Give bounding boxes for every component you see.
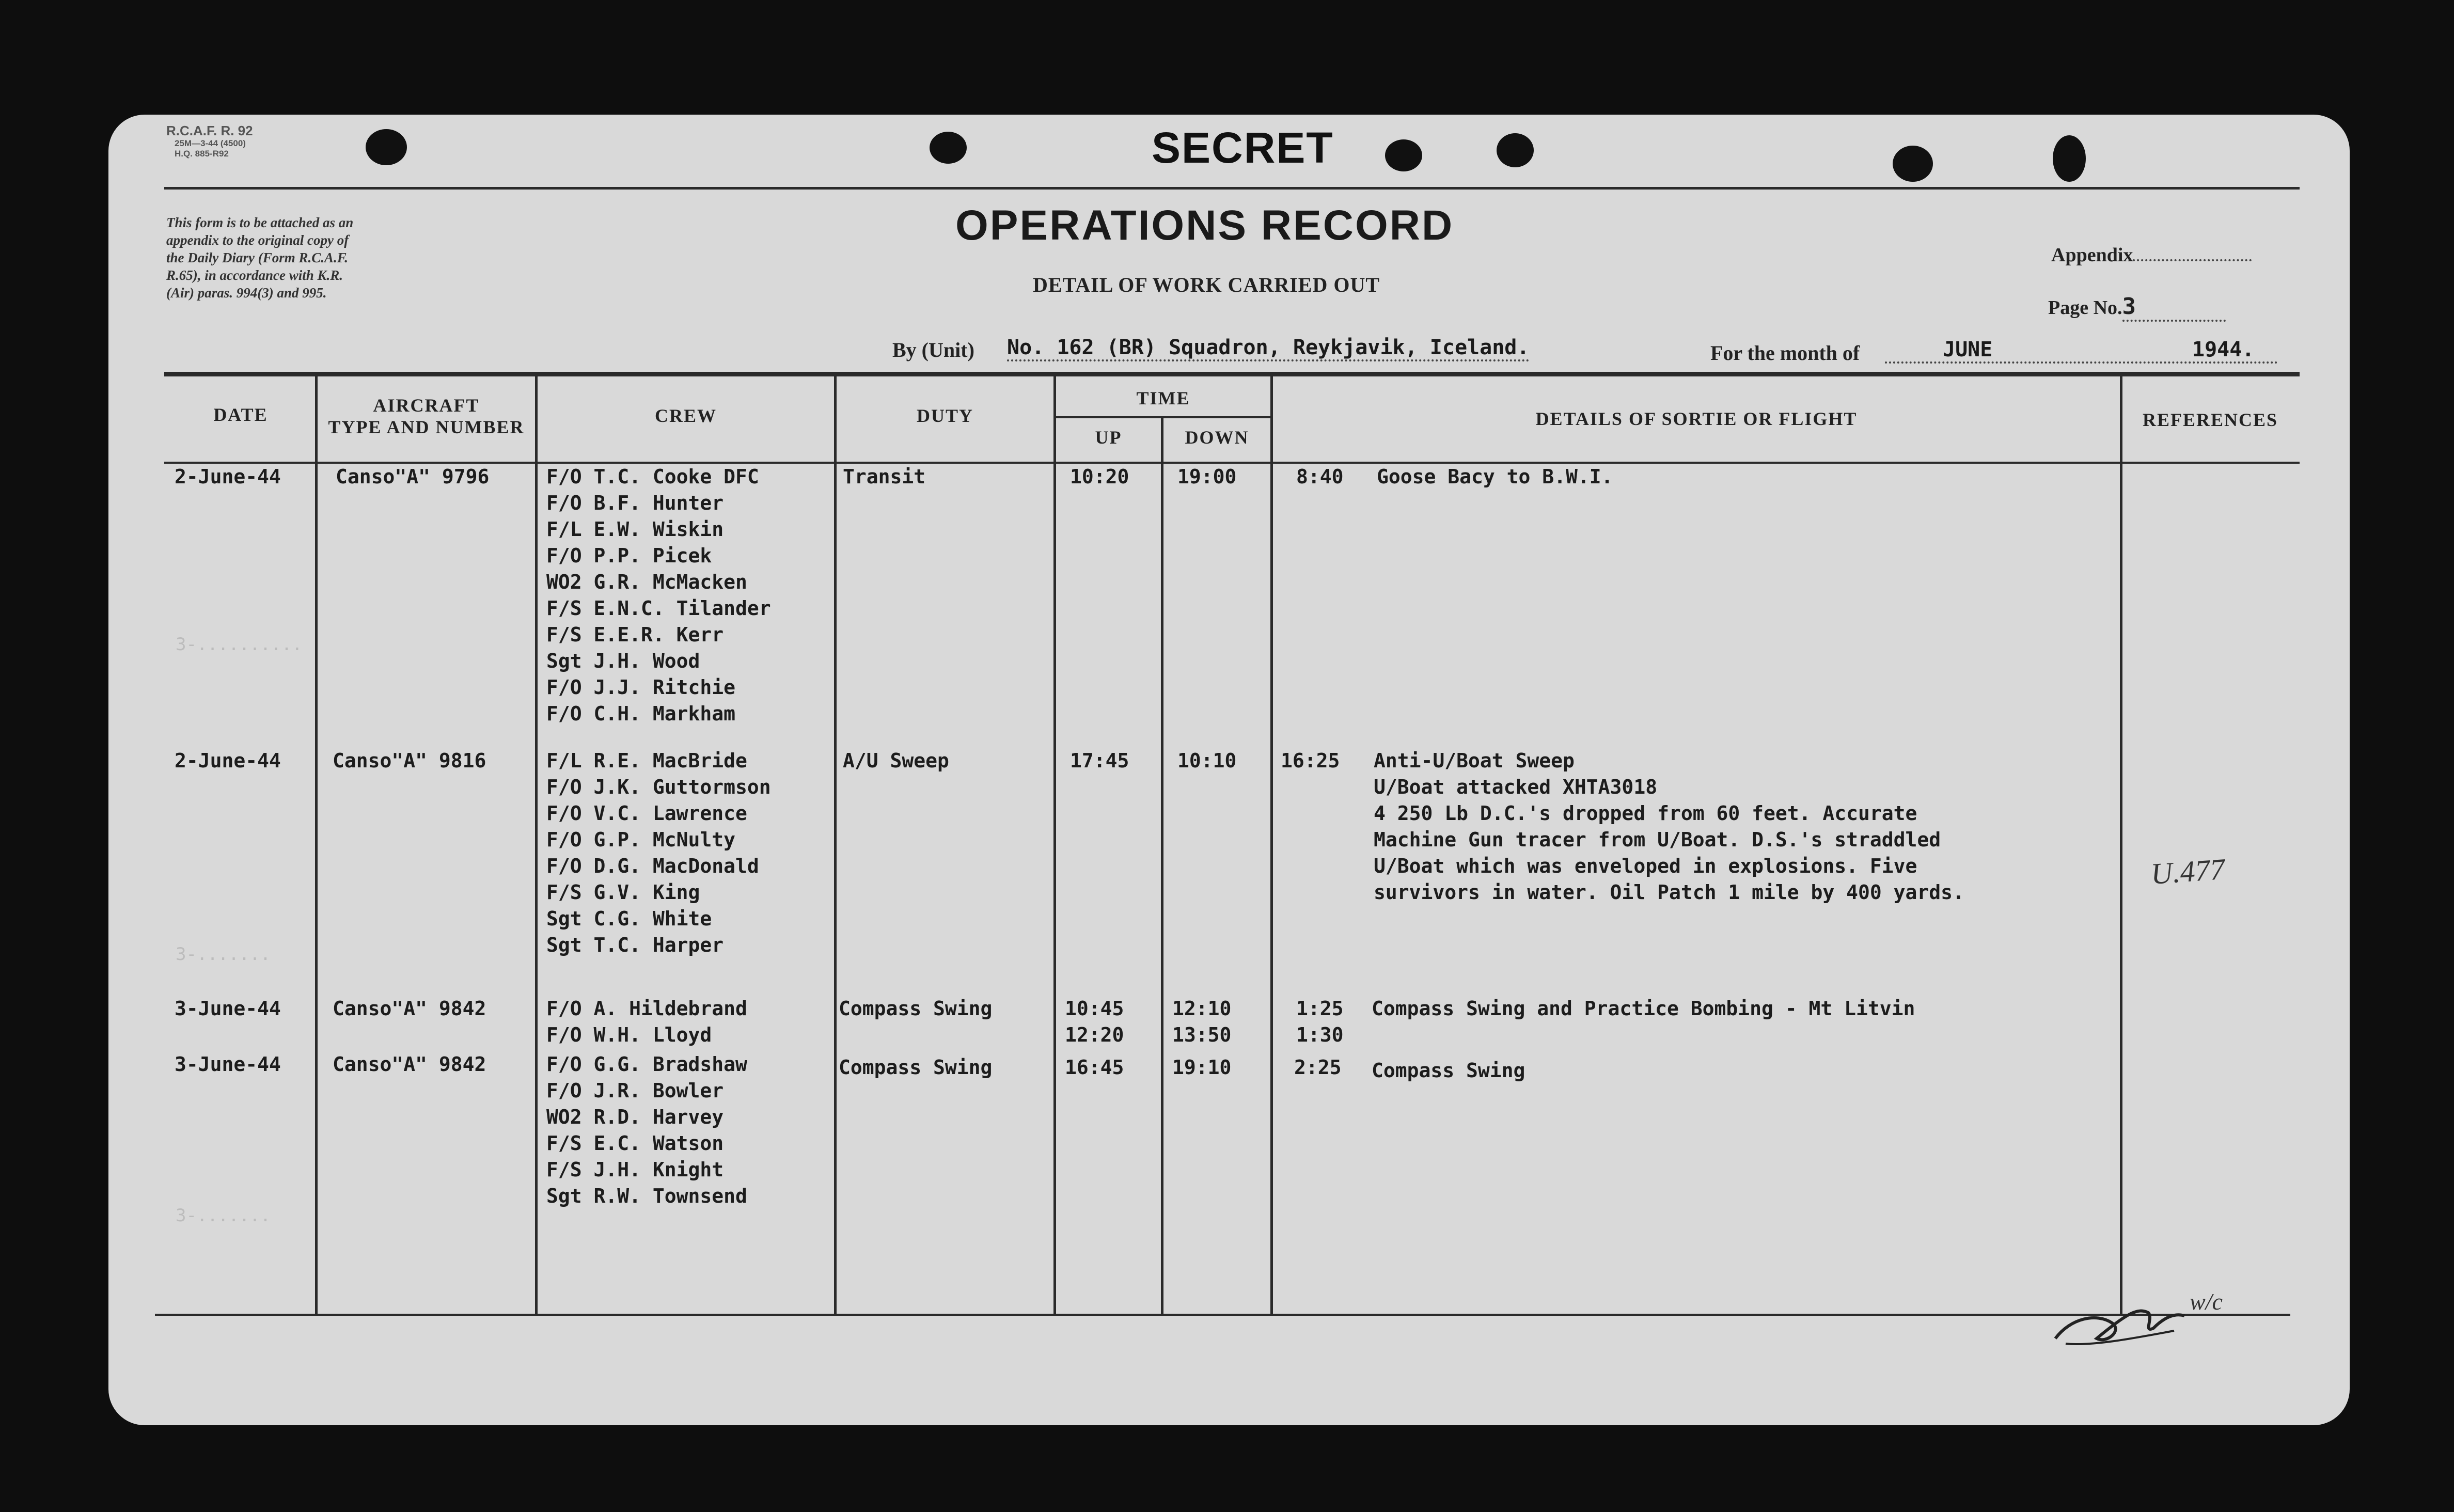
column-header-crew: CREW [654, 405, 717, 426]
entry-2-aircraft: Canso"A" 9816 [333, 749, 486, 772]
entry-3-down: 12:10 13:50 [1172, 997, 1232, 1046]
entry-2-date: 2-June-44 [175, 749, 281, 772]
entry-2-details: Anti-U/Boat Sweep U/Boat attacked XHTA3018 4 250 Lb D.C.'s dropped from 60 feet. Accurate Machine Gun tracer from U/Boat. D.S.'s straddled U/Boat which was enveloped in explosions. Five survivors in water. Oil Patch 1 mile by 400 yards. [1374, 749, 1964, 904]
appendix-value [2133, 259, 2252, 261]
entry-4-duty: Compass Swing [839, 1056, 993, 1079]
entry-2-down: 10:10 [1177, 749, 1237, 772]
column-header-date: DATE [213, 404, 268, 425]
punch-hole [2053, 135, 2086, 182]
entry-3-crew: F/O A. Hildebrand F/O W.H. Lloyd [546, 997, 747, 1046]
column-header-time: TIME [1136, 388, 1190, 408]
punch-hole [1497, 133, 1534, 167]
entry-2-reference-handwritten: U.477 [2149, 852, 2226, 891]
entry-1-details: Goose Bacy to B.W.I. [1377, 465, 1613, 488]
unit-value: No. 162 (BR) Squadron, Reykjavik, Iceland. [1007, 336, 1529, 361]
punch-hole [366, 129, 407, 165]
operations-record-form [108, 115, 2350, 1425]
entry-1-crew: F/O T.C. Cooke DFC F/O B.F. Hunter F/L E.W. Wiskin F/O P.P. Picek WO2 G.R. McMacken F/S E.N.C. Tilander F/S E.E.R. Kerr Sgt J.H. Wood F/O J.J. Ritchie F/O C.H. Markham [546, 465, 771, 725]
table-top-rule [164, 372, 2300, 376]
page-number-label: Page No. [2048, 297, 2122, 319]
year-value: 1944. [2192, 338, 2255, 361]
column-divider [2120, 375, 2122, 1315]
entry-3-details: Compass Swing and Practice Bombing - Mt Litvin [1372, 997, 1915, 1020]
entry-2-up: 17:45 [1070, 749, 1129, 772]
top-rule [164, 187, 2300, 190]
column-header-references: REFERENCES [2142, 410, 2278, 430]
entry-2-duration: 16:25 [1281, 749, 1340, 772]
entry-3-date: 3-June-44 [175, 997, 281, 1020]
print-code: H.Q. 885-R92 [175, 149, 229, 159]
entry-1-aircraft: Canso"A" 9796 [336, 465, 490, 488]
column-divider [535, 375, 538, 1315]
column-divider [834, 375, 837, 1315]
classification-stamp: SECRET [1152, 123, 1334, 172]
punch-hole [930, 132, 967, 164]
entry-3-duty: Compass Swing [839, 997, 993, 1020]
month-label: For the month of [1710, 341, 1860, 365]
column-divider [1161, 418, 1163, 1315]
entry-1-duty: Transit [843, 465, 926, 488]
page-number-field [2048, 293, 2226, 322]
column-header-duty: DUTY [916, 405, 973, 426]
page-title: OPERATIONS RECORD [955, 202, 1454, 249]
bleed-through-text: 3-.......... [176, 634, 303, 655]
entry-3-duration: 1:25 1:30 [1296, 997, 1344, 1046]
bleed-through-text: 3-....... [176, 944, 271, 965]
table-bottom-rule [155, 1314, 2290, 1316]
entry-4-date: 3-June-44 [175, 1053, 281, 1076]
column-header-details: DETAILS OF SORTIE OR FLIGHT [1535, 408, 1858, 429]
entry-1-down: 19:00 [1177, 465, 1237, 488]
print-code: 25M—3-44 (4500) [175, 138, 246, 148]
entry-4-crew: F/O G.G. Bradshaw F/O J.R. Bowler WO2 R.D. Harvey F/S E.C. Watson F/S J.H. Knight Sgt R.W. Townsend [546, 1053, 747, 1207]
entry-4-down: 19:10 [1172, 1056, 1232, 1079]
column-divider [1270, 375, 1273, 1315]
punch-hole [1385, 139, 1422, 171]
page-subtitle: DETAIL OF WORK CARRIED OUT [1033, 273, 1380, 296]
entry-2-crew: F/L R.E. MacBride F/O J.K. Guttormson F/O V.C. Lawrence F/O G.P. McNulty F/O D.G. MacDonald F/S G.V. King Sgt C.G. White Sgt T.C. Harper [546, 749, 771, 956]
month-dotted-leader [1885, 361, 2277, 364]
entry-4-details: Compass Swing [1372, 1059, 1525, 1082]
entry-4-duration: 2:25 [1294, 1056, 1342, 1079]
punch-hole [1893, 146, 1933, 182]
entry-1-up: 10:20 [1070, 465, 1129, 488]
entry-2-duty: A/U Sweep [843, 749, 949, 772]
column-header-down: DOWN [1185, 427, 1249, 448]
column-header-aircraft: AIRCRAFT TYPE AND NUMBER [328, 395, 525, 437]
column-header-up: UP [1095, 427, 1122, 448]
entry-4-aircraft: Canso"A" 9842 [333, 1053, 486, 1076]
form-number: R.C.A.F. R. 92 [166, 123, 253, 138]
column-divider [1053, 375, 1056, 1315]
signature-scribble [2050, 1282, 2205, 1354]
page-number-value: 3 [2122, 293, 2226, 322]
entry-3-aircraft: Canso"A" 9842 [333, 997, 486, 1020]
form-instructions: This form is to be attached as an appendix to the original copy of the Daily Diary (Form R.C.A.F. R.65), in accordance with K.R. (Air) paras. 994(3) and 995. [166, 215, 354, 301]
column-divider [315, 375, 318, 1315]
entry-1-date: 2-June-44 [175, 465, 281, 488]
appendix-label: Appendix [2051, 244, 2133, 266]
entry-4-up: 16:45 [1065, 1056, 1124, 1079]
bleed-through-text: 3-....... [176, 1205, 271, 1226]
entry-3-up: 10:45 12:20 [1065, 997, 1124, 1046]
unit-label: By (Unit) [892, 338, 974, 361]
month-value: JUNE [1943, 338, 1993, 361]
entry-1-duration: 8:40 [1296, 465, 1344, 488]
appendix-field [2051, 244, 2252, 266]
signature-text: w/c [2190, 1288, 2223, 1315]
